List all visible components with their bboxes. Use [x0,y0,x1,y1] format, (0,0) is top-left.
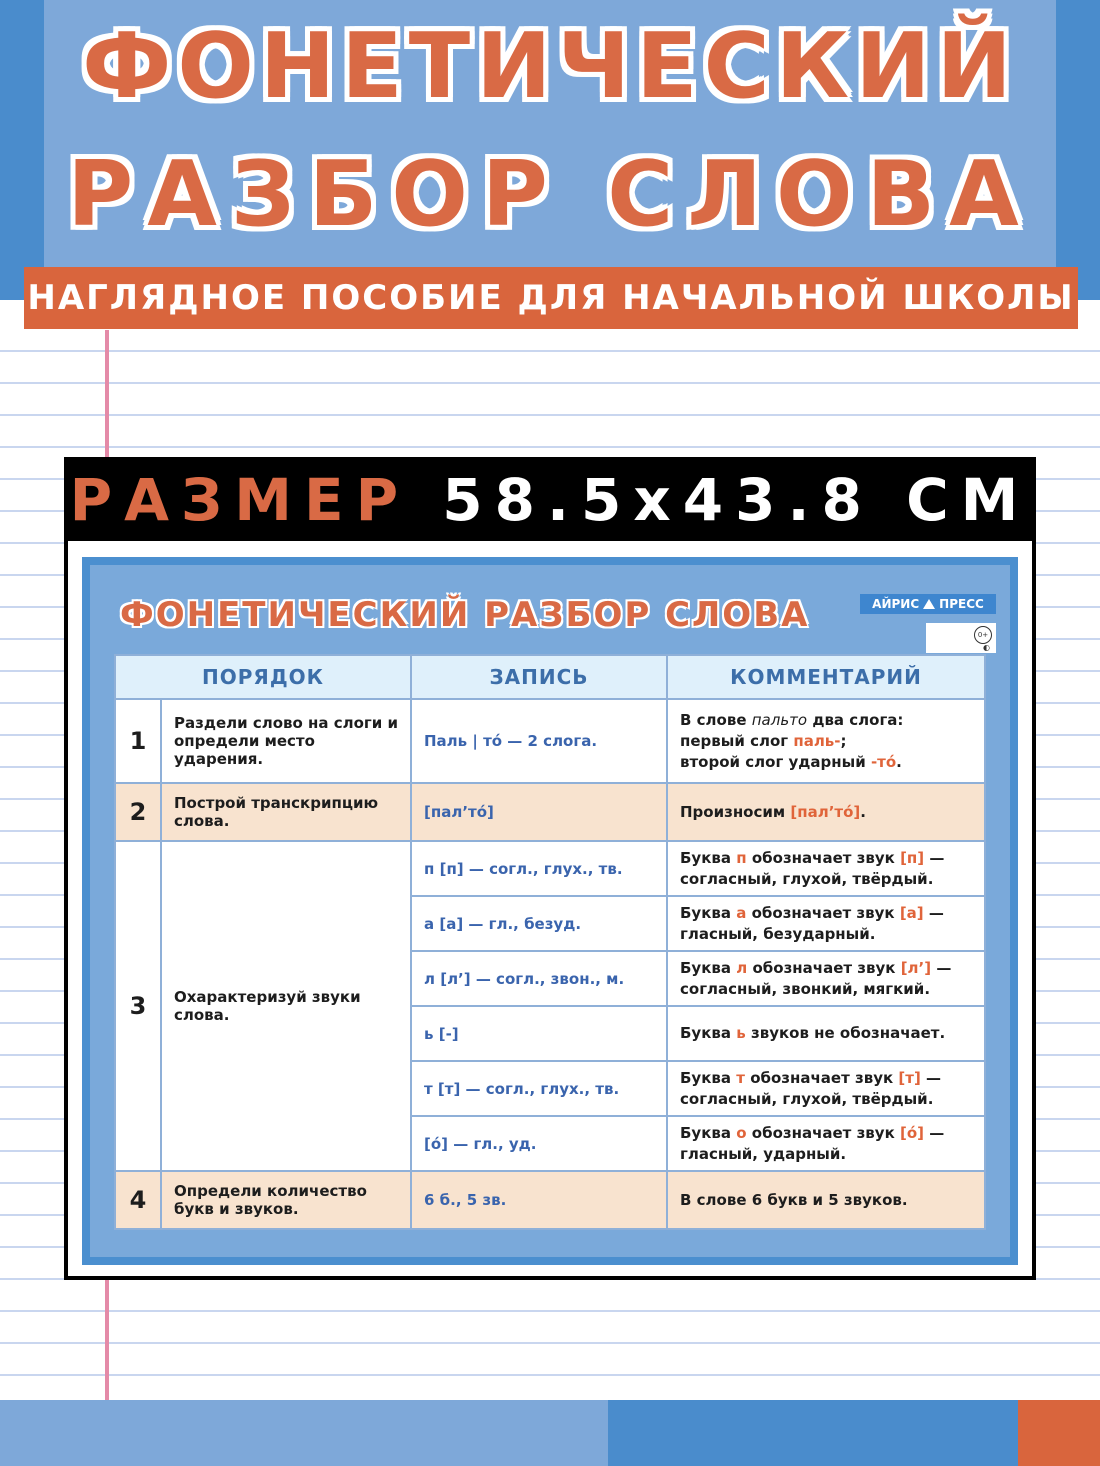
record-cell: 6 б., 5 зв. [411,1171,667,1229]
step-number: 2 [115,783,161,841]
step-text: Определи количество букв и звуков. [161,1171,411,1229]
comment-cell: Буква т обозначает звук [т] — согласный, глухой, твёрдый. [667,1061,985,1116]
comment-cell: Буква п обозначает звук [п] — согласный, глухой, твёрдый. [667,841,985,896]
record-cell: ь [-] [411,1006,667,1061]
step-number: 4 [115,1171,161,1229]
footer-band-light [0,1400,608,1466]
phonetic-table [114,654,986,1230]
footer-band-orange [1018,1400,1100,1466]
table-row [115,841,985,896]
step-number: 1 [115,699,161,783]
certification-icon: ◐ [983,643,990,652]
record-cell: т [т] — согл., глух., тв. [411,1061,667,1116]
label-box [926,623,996,653]
footer-band-blue [608,1400,1018,1466]
publisher-name-2: ПРЕСС [939,597,984,611]
comment-cell: Буква о обозначает звук [о́] — гласный, ударный. [667,1116,985,1171]
publisher-logo [860,594,996,614]
record-cell: [пал’то́] [411,783,667,841]
comment-cell: В слове пальто два слога: первый слог паль-; второй слог ударный -то́. [667,699,985,783]
header-band [0,0,1100,330]
publisher-triangle-icon [923,599,935,609]
table-row [115,1171,985,1229]
comment-cell: Буква ь звуков не обозначает. [667,1006,985,1061]
size-dimensions: 58.5x43.8 СМ [442,466,1031,534]
record-cell: Паль | то́ — 2 слога. [411,699,667,783]
poster-inner [90,565,1010,1257]
record-cell: п [п] — согл., глух., тв. [411,841,667,896]
publisher-name-1: АЙРИС [872,597,920,611]
step-text: Раздели слово на слоги и определи место ударения. [161,699,411,783]
record-cell: а [а] — гл., безуд. [411,896,667,951]
poster-title: ФОНЕТИЧЕСКИЙ РАЗБОР СЛОВА [120,595,810,635]
subtitle-bar: НАГЛЯДНОЕ ПОСОБИЕ ДЛЯ НАЧАЛЬНОЙ ШКОЛЫ [24,267,1078,329]
step-text: Построй транскрипцию слова. [161,783,411,841]
table-row [115,783,985,841]
step-number: 3 [115,841,161,1171]
comment-cell: Буква л обозначает звук [л’] — согласный, звонкий, мягкий. [667,951,985,1006]
age-rating-badge: 0+ [974,626,992,644]
comment-cell: Буква а обозначает звук [а] — гласный, безударный. [667,896,985,951]
column-header-comment: КОММЕНТАРИЙ [667,655,985,699]
title-line-1: ФОНЕТИЧЕСКИЙ [82,14,1018,119]
poster [82,557,1018,1265]
title-line-2: РАЗБОР СЛОВА [67,142,1033,247]
table-row [115,699,985,783]
record-cell: л [л’] — согл., звон., м. [411,951,667,1006]
record-cell: [о́] — гл., уд. [411,1116,667,1171]
comment-cell: Произносим [пал’то́]. [667,783,985,841]
size-word: РАЗМЕР [69,466,411,534]
table-header-row [115,655,985,699]
comment-cell: В слове 6 букв и 5 звуков. [667,1171,985,1229]
step-text: Охарактеризуй звуки слова. [161,841,411,1171]
size-label [64,457,1036,541]
column-header-record: ЗАПИСЬ [411,655,667,699]
column-header-order: ПОРЯДОК [115,655,411,699]
